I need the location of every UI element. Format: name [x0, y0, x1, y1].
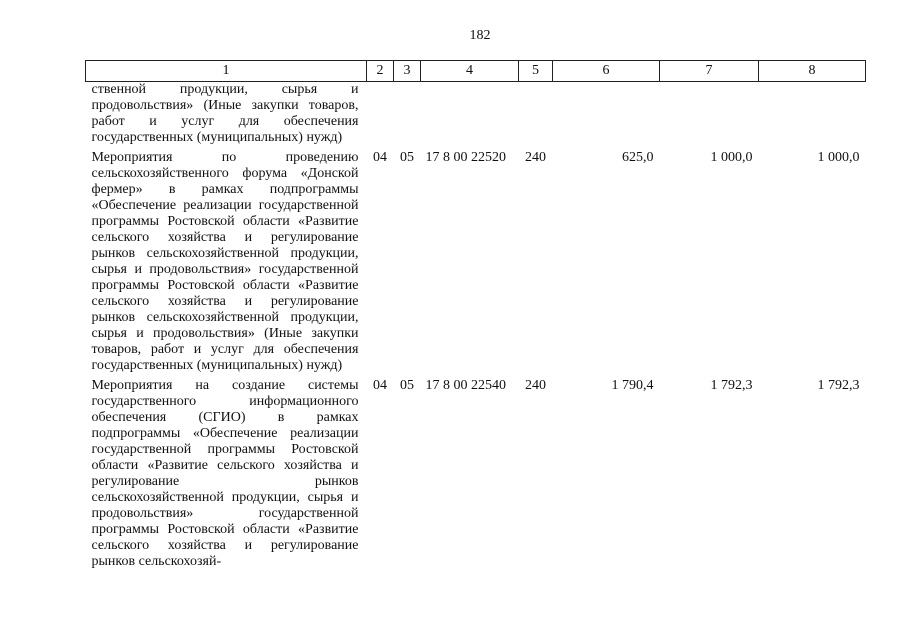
row-amount-year-1: 1 790,4 [611, 378, 654, 393]
row-amount-year-1 [553, 82, 660, 151]
row-amount-year-1: 625,0 [622, 150, 654, 165]
row-description: Мероприятия на создание системы государственного информационного обеспечения (СГИО) в рамках подпрограммы «Обеспечение реализации государственной программы Ростовской области «Развитие сельского хозяйства и регулирование рынков сельскохозяйственной продукции, сырья и продовольствия» государственной программы Ростовской области «Развитие сельского хозяйства и регулирование рынков сельскохозяй- [91, 378, 359, 569]
row-subsection: 05 [400, 378, 414, 393]
row-description: Мероприятия по проведению сельскохозяйственного форума «Донской фермер» в рамках подпрограммы «Обеспечение реализации государственной программы Ростовской области «Развитие сельского хозяйства и регулирование рынков сельскохозяйственной продукции, сырья и продовольствия» государственной программы Ростовской области «Развитие сельского хозяйства и регулирование рынков сельскохозяйственной продукции, сырья и продовольствия» (Иные закупки товаров, работ и услуг для обеспечения государственных (муниципальных) нужд) [91, 150, 359, 373]
row-amount-year-3: 1 000,0 [817, 150, 860, 165]
row-subsection: 05 [400, 150, 414, 165]
row-amount-year-3: 1 792,3 [817, 378, 860, 393]
column-header: 8 [759, 61, 866, 82]
row-target-item: 17 8 00 22540 [425, 378, 506, 393]
column-header: 6 [553, 61, 660, 82]
row-section: 04 [373, 150, 387, 165]
column-header: 4 [421, 61, 519, 82]
row-amount-year-2: 1 000,0 [710, 150, 753, 165]
row-amount-year-2: 1 792,3 [710, 378, 753, 393]
row-amount-year-2 [660, 82, 759, 151]
column-header: 5 [519, 61, 553, 82]
column-header: 7 [660, 61, 759, 82]
table-row [86, 82, 866, 151]
row-section: 04 [373, 378, 387, 393]
table-row [86, 378, 866, 570]
table-row [86, 150, 866, 378]
budget-table [85, 60, 866, 570]
column-header: 3 [394, 61, 421, 82]
row-description: ственной продукции, сырья и продовольствия» (Иные закупки товаров, работ и услуг для обеспечения государственных (муниципальных) нужд) [91, 82, 359, 145]
row-target-item: 17 8 00 22520 [425, 150, 506, 165]
row-section [367, 82, 394, 151]
row-expense-type [519, 82, 553, 151]
page-number: 182 [469, 28, 491, 43]
row-expense-type: 240 [525, 378, 546, 393]
row-target-item [421, 82, 519, 151]
row-amount-year-3 [759, 82, 866, 151]
row-subsection [394, 82, 421, 151]
column-header: 2 [367, 61, 394, 82]
column-header: 1 [86, 61, 367, 82]
row-expense-type: 240 [525, 150, 546, 165]
table-header [86, 61, 866, 82]
